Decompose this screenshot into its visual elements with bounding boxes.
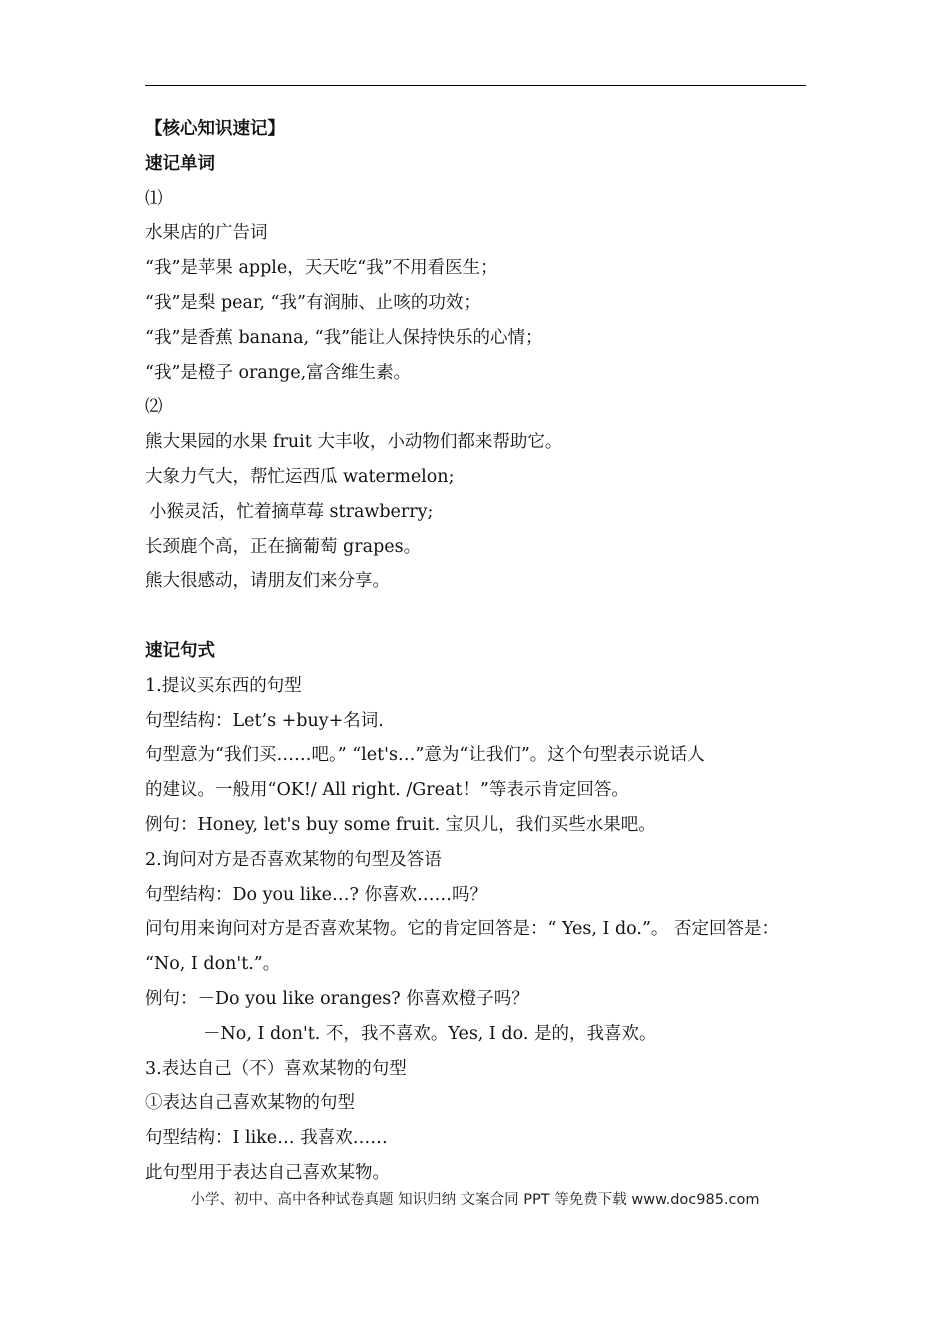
- s3-heading: 3.表达自己（不）喜欢某物的句型: [145, 1058, 407, 1079]
- spacer: [145, 599, 820, 634]
- vocab-part2-line: 小猴灵活，忙着摘草莓 strawberry;: [149, 501, 434, 522]
- vocab-title: 速记单词: [145, 153, 215, 174]
- section-title: 【核心知识速记】: [145, 119, 285, 139]
- s2-meaning: “No, I don't.”。: [145, 954, 281, 975]
- vocab-part1-line: “我”是橙子 orange,富含维生素。: [145, 362, 412, 383]
- page-footer: 小学、初中、高中各种试卷真题 知识归纳 文案合同 PPT 等免费下载 www.doc985.com: [190, 1192, 760, 1208]
- s3-structure: 句型结构：I like… 我喜欢……: [145, 1128, 388, 1149]
- sentences-title: 速记句式: [145, 640, 215, 661]
- s1-heading: 1.提议买东西的句型: [145, 675, 302, 696]
- s1-meaning: 的建议。一般用“OK!/ All right. /Great！”等表示肯定回答。: [145, 780, 629, 801]
- header-rule: [145, 85, 806, 86]
- vocab-part1-label: ⑴: [145, 188, 163, 209]
- s1-structure: 句型结构：Let’s +buy+名词.: [145, 710, 384, 731]
- s2-meaning: 问句用来询问对方是否喜欢某物。它的肯定回答是：“ Yes, I do.”。 否定回答是：: [145, 919, 779, 940]
- s2-example: 例句：－Do you like oranges? 你喜欢橙子吗？: [145, 988, 529, 1009]
- vocab-part2-line: 长颈鹿个高，正在摘葡萄 grapes。: [145, 536, 422, 557]
- s2-heading: 2.询问对方是否喜欢某物的句型及答语: [145, 849, 442, 870]
- s3-subheading: ①表达自己喜欢某物的句型: [145, 1093, 355, 1114]
- s2-structure: 句型结构：Do you like…? 你喜欢……吗？: [145, 884, 487, 905]
- vocab-part1-line: “我”是苹果 apple，天天吃“我”不用看医生；: [145, 258, 498, 279]
- vocab-part2-line: 熊大很感动，请朋友们来分享。: [145, 571, 390, 592]
- vocab-part2-line: 熊大果园的水果 fruit 大丰收，小动物们都来帮助它。: [145, 432, 563, 453]
- document-body: [145, 112, 820, 1191]
- vocab-part2-label: ⑵: [145, 397, 163, 418]
- s1-example: 例句：Honey, let's buy some fruit. 宝贝儿，我们买些水果吧。: [145, 814, 656, 835]
- vocab-part1-line: 水果店的广告词: [145, 223, 268, 244]
- s1-meaning: 句型意为“我们买……吧。” “let's…”意为“让我们”。这个句型表示说话人: [145, 745, 705, 766]
- vocab-part2-line: 大象力气大，帮忙运西瓜 watermelon;: [145, 466, 455, 487]
- s3-meaning: 此句型用于表达自己喜欢某物。: [145, 1162, 390, 1183]
- vocab-part1-line: “我”是香蕉 banana, “我”能让人保持快乐的心情；: [145, 327, 543, 348]
- s2-example: －No, I don't. 不，我不喜欢。Yes, I do. 是的，我喜欢。: [203, 1023, 657, 1044]
- vocab-part1-line: “我”是梨 pear, “我”有润肺、止咳的功效；: [145, 292, 481, 313]
